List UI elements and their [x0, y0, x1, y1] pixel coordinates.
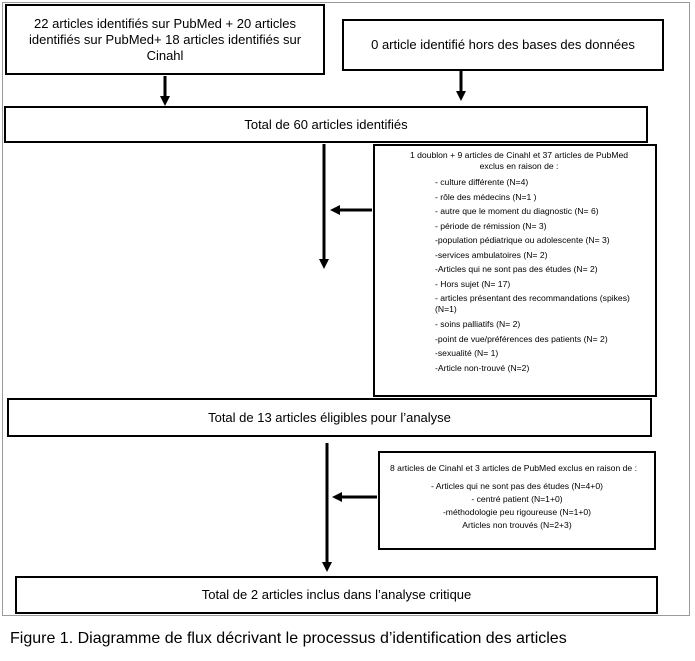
- exclusion-1-item: -Article non-trouvé (N=2): [435, 362, 530, 373]
- exclusion-1-item: - culture différente (N=4): [435, 177, 529, 187]
- figure-caption: Figure 1. Diagramme de flux décrivant le processus d’identification des articles: [10, 630, 567, 647]
- exclusion-1-item: -Articles qui ne sont pas des études (N= 2): [435, 264, 598, 274]
- exclusion-1-item: - Hors sujet (N= 17): [435, 278, 511, 289]
- exclusion-2-item: - centré patient (N=1+0): [471, 494, 563, 504]
- total-identified-text: Total de 60 articles identifiés: [244, 116, 408, 132]
- exclusion-2-title: 8 articles de Cinahl et 3 articles de PubMed exclus en raison de :: [390, 463, 637, 473]
- exclusion-1-title: 1 doublon + 9 articles de Cinahl et 37 articles de PubMed exclus en raison de :: [409, 150, 629, 171]
- exclusion-2-item: Articles non trouvés (N=2+3): [462, 520, 572, 530]
- exclusion-2-item: -méthodologie peu rigoureuse (N=1+0): [442, 507, 592, 517]
- exclusion-1-item: - rôle des médecins (N=1 ): [435, 191, 537, 202]
- exclusion-1-item: - soins palliatifs (N= 2): [435, 319, 521, 329]
- identification-outside-text: 0 article identifié hors des bases des données: [371, 37, 635, 52]
- exclusion-1-item: - période de rémission (N= 3): [435, 220, 547, 231]
- exclusion-1-item: -services ambulatoires (N= 2): [435, 249, 548, 260]
- exclusion-1-item: - autre que le moment du diagnostic (N= 6): [435, 206, 599, 216]
- included-text: Total de 2 articles inclus dans l’analyse critique: [201, 587, 472, 602]
- exclusion-2-item: - Articles qui ne sont pas des études (N=4+0): [431, 481, 603, 491]
- eligible-text: Total de 13 articles éligibles pour l’analyse: [208, 409, 451, 425]
- exclusion-1-item: - articles présentant des recommandations (spikes) (N=1): [435, 293, 630, 314]
- exclusion-1-item: -population pédiatrique ou adolescente (N= 3): [435, 235, 610, 245]
- exclusion-1-item: -sexualité (N= 1): [435, 348, 499, 358]
- identification-databases-text: 22 articles identifiés sur PubMed + 20 articles identifiés sur PubMed+ 18 articles identifiés sur Cinahl: [28, 15, 302, 63]
- exclusion-1-item: -point de vue/préférences des patients (N= 2): [435, 333, 608, 344]
